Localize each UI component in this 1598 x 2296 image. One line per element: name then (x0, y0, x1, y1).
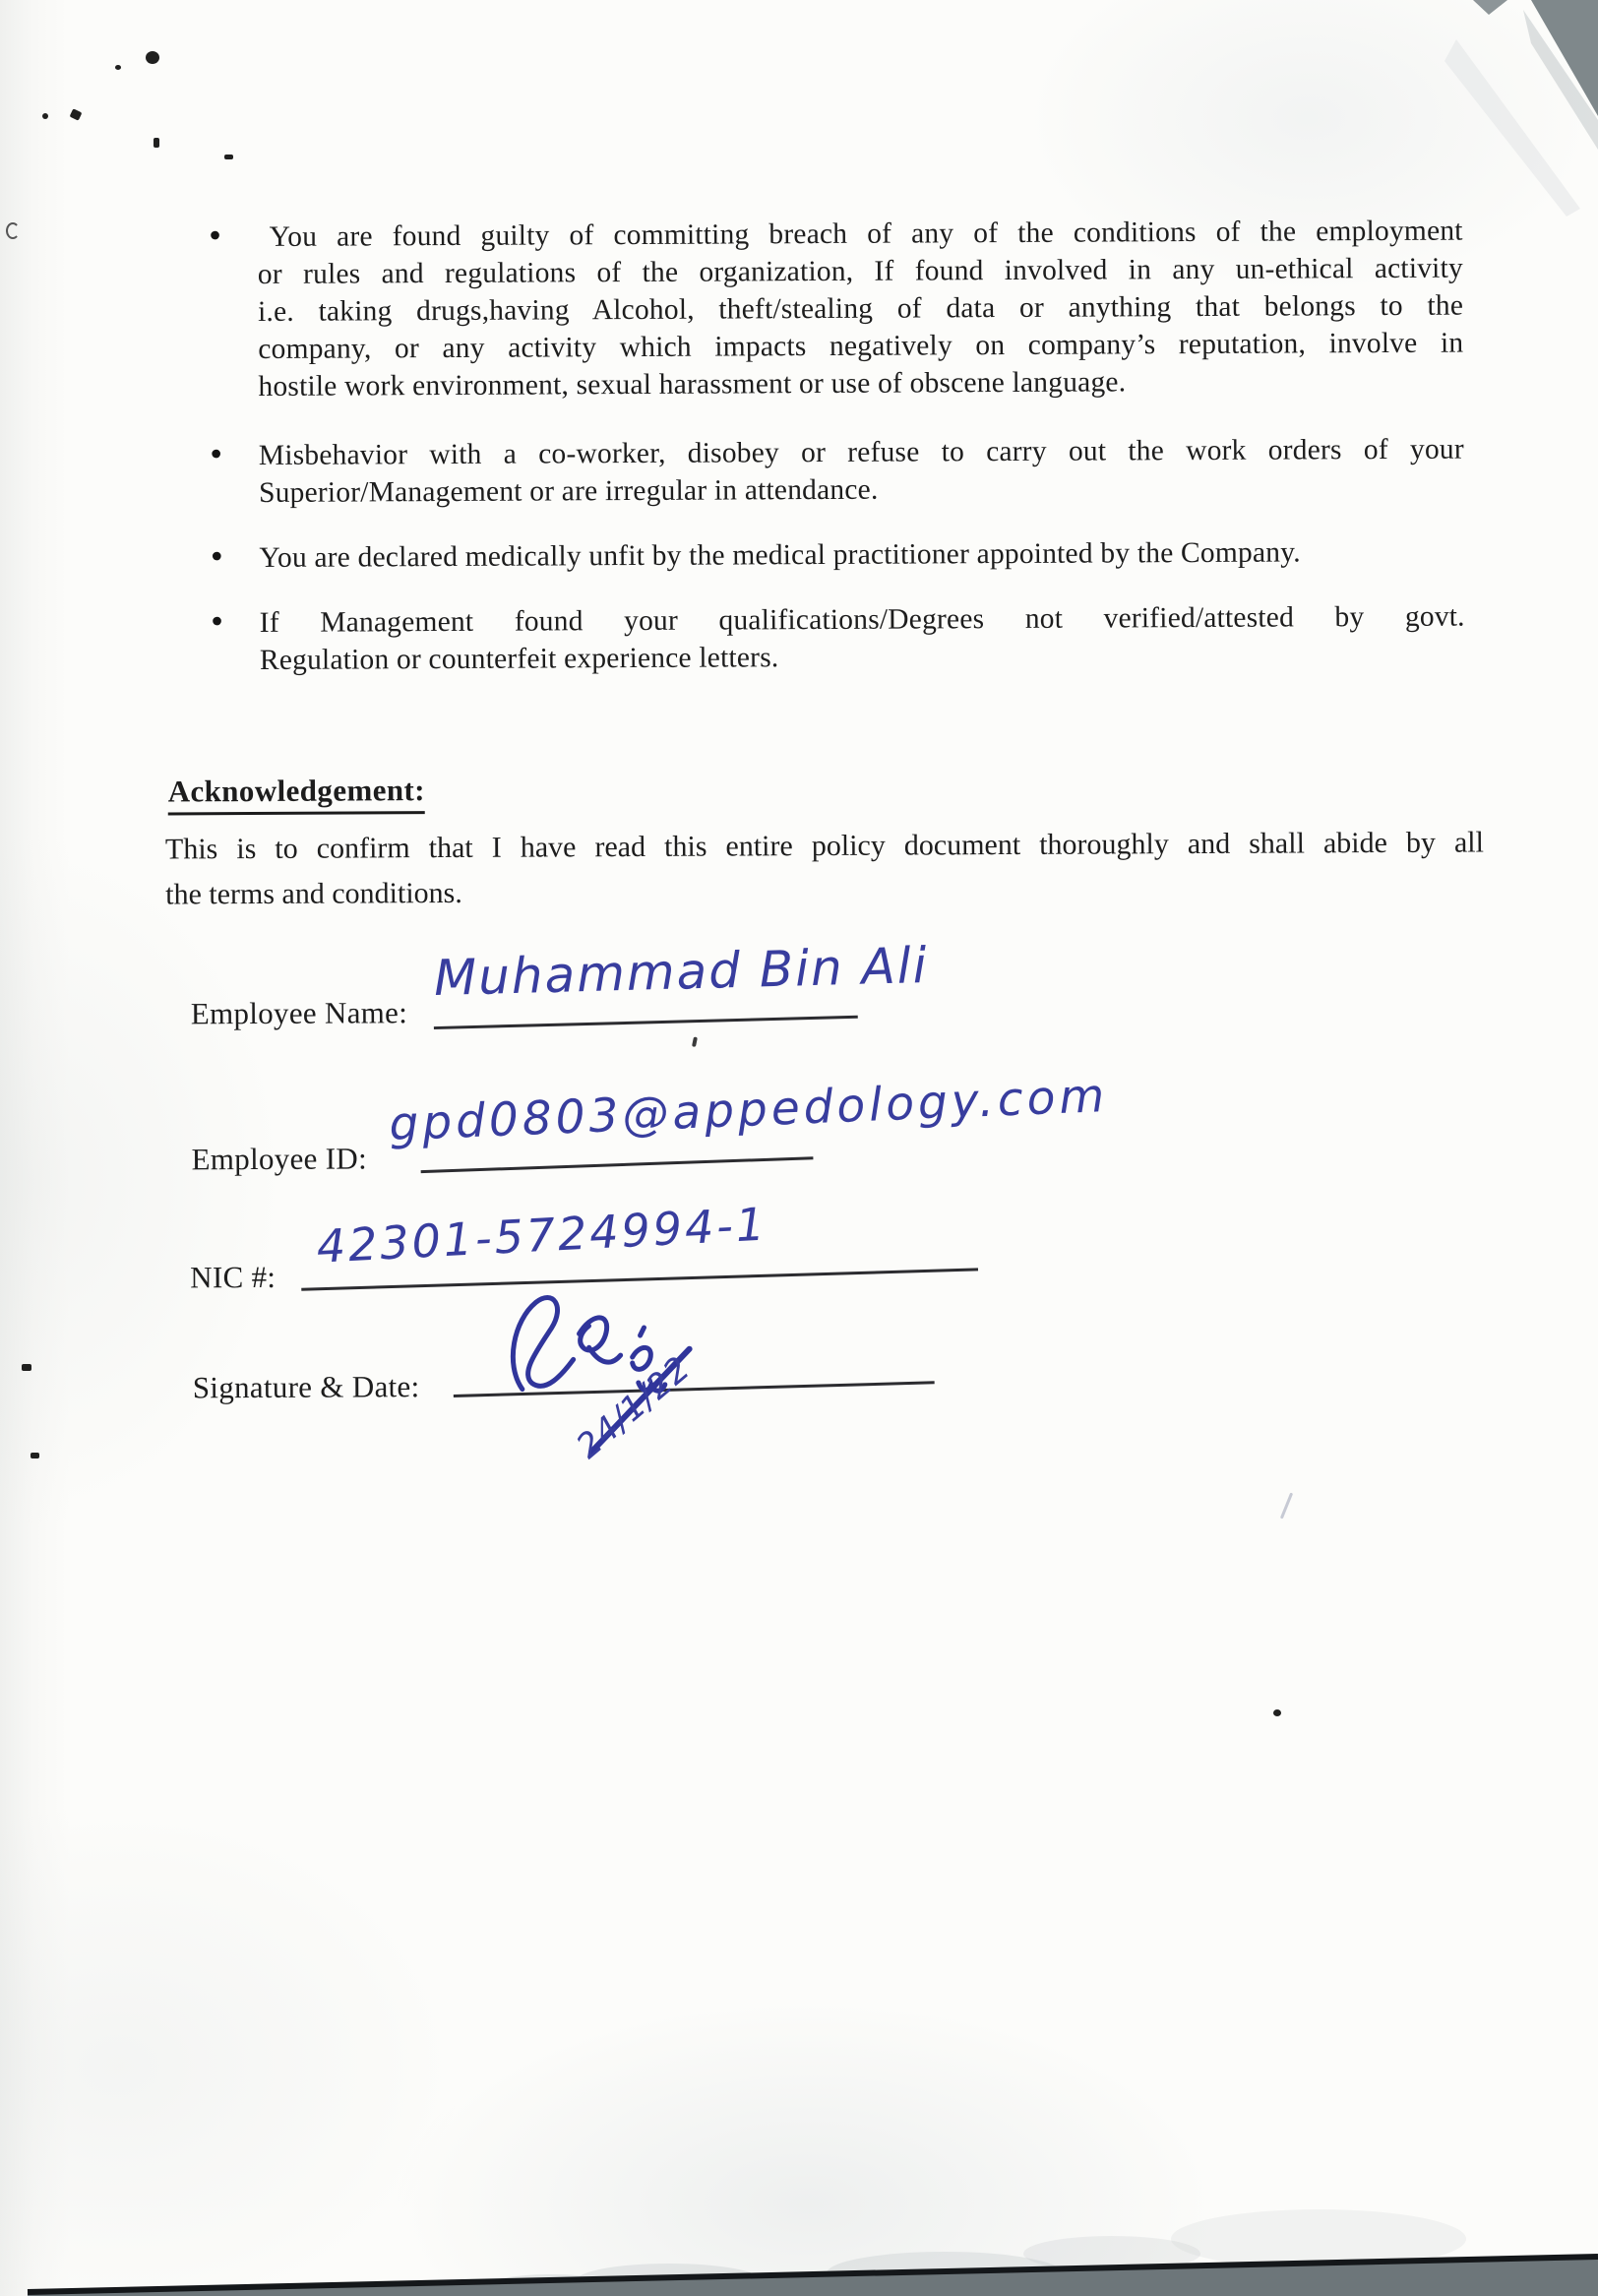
employee-id-underline (421, 1156, 814, 1173)
handwritten-employee-id: gpd0803@appedology.com (388, 1068, 1110, 1152)
ink-speck (6, 222, 20, 239)
bullet-line: You are found guilty of committing breach of any of the conditions of the employment (269, 215, 1463, 253)
ink-speck (154, 138, 159, 148)
bullet-line: Superior/Management or are irregular in attendance. (258, 473, 879, 509)
bullet-line: You are declared medically unfit by the medical practitioner appointed by the Company. (259, 536, 1301, 574)
acknowledgement-paragraph (165, 820, 1484, 917)
handwritten-employee-name: Muhammad Bin Ali (433, 936, 930, 1008)
policy-bullet-list (189, 213, 1465, 680)
bullet-line: i.e. taking drugs,having Alcohol, theft/stealing of data or anything that belongs to the (258, 289, 1464, 328)
bullet-line: company, or any activity which impacts negatively on company’s reputation, involve in (258, 327, 1464, 365)
employee-id-label: Employee ID: (191, 1141, 368, 1177)
ink-speck (146, 51, 159, 64)
bullet-item (190, 533, 1464, 578)
paragraph-line: This is to confirm that I have read this entire policy document thoroughly and shall abide by all (164, 826, 1485, 866)
employee-name-underline (434, 1016, 858, 1029)
ink-speck (31, 1453, 39, 1458)
ink-speck (42, 113, 48, 119)
employee-name-label: Employee Name: (190, 995, 408, 1031)
ink-speck (224, 155, 233, 159)
bullet-item (191, 598, 1465, 680)
handwritten-nic-number: 42301-5724994-1 (315, 1197, 769, 1273)
bullet-dot-icon: • (208, 540, 226, 576)
bullet-line: If Management found your qualifications/Degrees not verified/attested by govt. (259, 600, 1465, 639)
nic-number-label: NIC #: (190, 1259, 277, 1295)
bullet-item (190, 431, 1464, 513)
ink-speck (115, 65, 121, 70)
bullet-line: Regulation or counterfeit experience letters. (259, 642, 779, 676)
bullet-line: or rules and regulations of the organization, If found involved in any un-ethical activity (257, 252, 1463, 290)
bullet-dot-icon: • (207, 438, 225, 473)
bullet-line: hostile work environment, sexual harassment or use of obscene language. (258, 366, 1127, 403)
bullet-dot-icon: • (206, 219, 224, 255)
ink-speck (22, 1364, 31, 1371)
signature-underline (454, 1381, 935, 1397)
bullet-dot-icon: • (208, 605, 226, 641)
bullet-line: Misbehavior with a co-worker, disobey or refuse to carry out the work orders of your (258, 433, 1464, 471)
bullet-item (189, 213, 1464, 406)
handwritten-date: 24/1/22 (569, 1348, 699, 1467)
signature-date-label: Signature & Date: (192, 1369, 420, 1405)
acknowledgement-heading: Acknowledgement: (168, 773, 425, 815)
nic-underline (301, 1268, 978, 1290)
ink-speck (1273, 1709, 1281, 1716)
paragraph-line: the terms and conditions. (165, 876, 462, 911)
ink-speck (692, 1036, 698, 1047)
